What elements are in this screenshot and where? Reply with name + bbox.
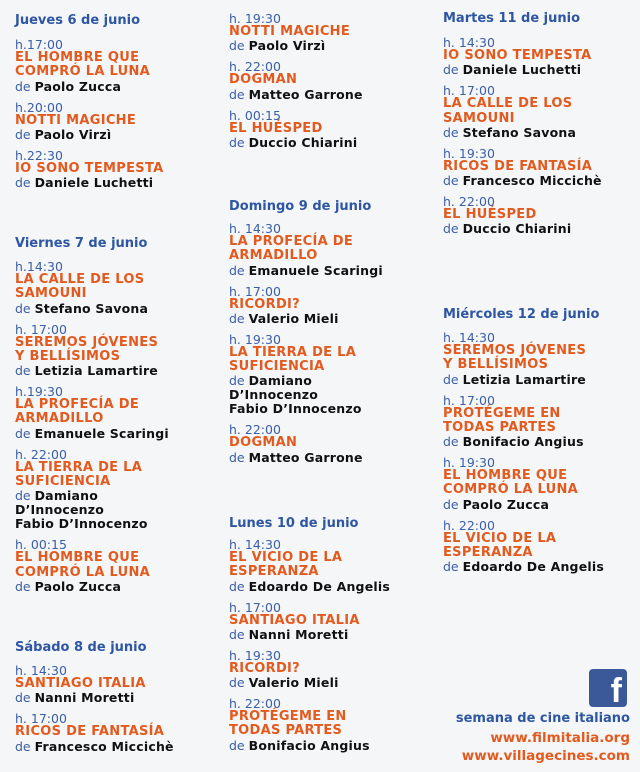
de-label: de <box>443 62 459 78</box>
screening <box>229 333 383 417</box>
screening-time: h. 14:30 <box>229 537 281 552</box>
director-line <box>15 489 169 531</box>
screening <box>443 36 602 77</box>
screening-time: h. 14:30 <box>443 330 495 345</box>
director-name: Damiano D’Innocenzo Fabio D’Innocenzo <box>229 373 362 417</box>
director-name: Letizia Lamartire <box>34 363 158 379</box>
director-line <box>229 451 383 465</box>
screening <box>443 456 604 512</box>
screening-time: h.22:30 <box>15 147 63 163</box>
screening <box>443 195 602 236</box>
film-title: LA TIERRA DE LA SUFICIENCIA <box>229 344 357 375</box>
de-label: de <box>15 578 31 594</box>
film-title: EL HOMBRE QUE COMPRÓ LA LUNA <box>15 50 151 80</box>
director-line <box>443 63 602 77</box>
director-line <box>15 80 163 94</box>
film-title: NOTTI MAGICHE <box>15 112 137 128</box>
day-monday <box>229 516 390 753</box>
director-name: Letizia Lamartire <box>462 371 586 387</box>
de-label: de <box>15 78 31 94</box>
director-name: Paolo Zucca <box>34 78 122 94</box>
facebook-icon[interactable]: f <box>589 669 627 707</box>
screening <box>15 712 174 753</box>
director-name: Valerio Mieli <box>248 310 339 326</box>
director-name: Stefano Savona <box>34 300 149 316</box>
screening <box>443 147 602 188</box>
screening <box>229 649 390 690</box>
de-label: de <box>15 300 31 316</box>
de-label: de <box>229 737 245 753</box>
day-title: Viernes 7 de junio <box>15 236 148 251</box>
screening <box>443 331 604 387</box>
screening-time: h.17:00 <box>15 37 63 52</box>
director-line <box>229 39 363 53</box>
screening <box>229 60 363 101</box>
director-line <box>229 264 383 278</box>
de-label: de <box>229 310 245 326</box>
director-name: Stefano Savona <box>462 124 577 140</box>
director-name: Paolo Virzì <box>34 126 112 142</box>
screening <box>15 149 163 190</box>
day-saturday <box>15 640 174 754</box>
de-label: de <box>229 449 245 465</box>
film-title: SANTIAGO ITALIA <box>15 676 146 691</box>
website-link-filmitalia[interactable]: www.filmitalia.org <box>490 730 630 746</box>
director-name: Daniele Luchetti <box>34 175 154 191</box>
film-title: EL HOMBRE QUE COMPRÓ LA LUNA <box>443 468 579 498</box>
film-title: SEREMOS JÓVENES Y BELLÍSIMOS <box>443 343 587 373</box>
day-title: Domingo 9 de junio <box>229 199 372 214</box>
day-title: Sábado 8 de junio <box>15 640 147 655</box>
screening-time: h. 14:30 <box>443 35 495 50</box>
de-label: de <box>443 559 459 575</box>
director-line <box>443 498 604 512</box>
director-line <box>15 580 169 594</box>
director-name: Valerio Mieli <box>248 675 339 691</box>
de-label: de <box>15 738 31 754</box>
screening <box>15 101 163 142</box>
screening-time: h. 14:30 <box>15 663 67 678</box>
screening <box>229 222 383 278</box>
director-line <box>229 88 363 102</box>
director-line <box>443 126 602 140</box>
film-title: SANTIAGO ITALIA <box>229 612 360 628</box>
day-title: Jueves 6 de junio <box>15 13 141 28</box>
director-line <box>443 435 604 449</box>
day-saturday-continued <box>229 12 363 150</box>
screening-time: h. 19:30 <box>229 331 281 347</box>
day-title: Lunes 10 de junio <box>229 516 359 531</box>
screening <box>229 538 390 594</box>
day-sunday <box>229 199 383 465</box>
screening-time: h. 17:00 <box>229 599 281 615</box>
director-line <box>229 312 383 326</box>
director-line <box>229 739 390 753</box>
de-label: de <box>15 690 31 706</box>
film-title: EL HOMBRE QUE COMPRÓ LA LUNA <box>15 550 151 580</box>
director-line <box>15 128 163 142</box>
director-line <box>15 302 169 316</box>
director-name: Damiano D’Innocenzo Fabio D’Innocenzo <box>15 488 148 532</box>
screening <box>443 394 604 450</box>
de-label: de <box>15 488 31 504</box>
screening-time: h. 22:00 <box>443 517 495 533</box>
screening <box>15 323 169 379</box>
screening <box>15 260 169 316</box>
director-line <box>443 373 604 387</box>
film-title: SEREMOS JÓVENES Y BELLÍSIMOS <box>15 334 159 364</box>
screening-time: h. 17:00 <box>15 711 67 727</box>
screening <box>15 385 169 441</box>
director-line <box>15 427 169 441</box>
screening <box>229 601 390 642</box>
screening <box>443 84 602 140</box>
screening-time: h. 17:00 <box>15 321 67 337</box>
film-title: IO SONO TEMPESTA <box>15 160 164 176</box>
day-title: Miércoles 12 de junio <box>443 307 600 322</box>
director-line <box>443 560 604 574</box>
director-name: Paolo Zucca <box>34 578 122 594</box>
director-line <box>443 174 602 188</box>
film-title: LA CALLE DE LOS SAMOUNI <box>443 96 573 126</box>
film-title: PROTÉGEME EN TODAS PARTES <box>443 405 561 435</box>
screening-time: h. 19:30 <box>229 11 281 26</box>
screening-time: h. 19:30 <box>229 647 281 663</box>
director-line <box>229 580 390 594</box>
day-title: Martes 11 de junio <box>443 11 581 26</box>
de-label: de <box>443 496 459 512</box>
screening <box>15 664 174 705</box>
director-name: Edoardo De Angelis <box>462 559 604 575</box>
film-title: LA CALLE DE LOS SAMOUNI <box>15 272 145 302</box>
director-name: Francesco Miccichè <box>462 173 602 189</box>
screening <box>229 285 383 326</box>
de-label: de <box>15 425 31 441</box>
de-label: de <box>15 363 31 379</box>
de-label: de <box>443 124 459 140</box>
film-title: IO SONO TEMPESTA <box>443 48 592 63</box>
director-name: Paolo Zucca <box>462 496 550 512</box>
director-name: Duccio Chiarini <box>248 134 358 150</box>
screening-time: h. 19:30 <box>443 455 495 471</box>
screening-time: h.14:30 <box>15 259 63 274</box>
screening-time: h. 22:00 <box>229 59 281 75</box>
director-name: Matteo Garrone <box>248 86 363 102</box>
film-title: RICORDI? <box>229 296 301 312</box>
director-name: Bonifacio Angius <box>462 434 584 450</box>
de-label: de <box>443 173 459 189</box>
screening-time: h. 19:30 <box>443 145 495 161</box>
screening-time: h.19:30 <box>15 384 63 400</box>
director-name: Nanni Moretti <box>34 690 135 706</box>
director-name: Francesco Miccichè <box>34 738 174 754</box>
film-title: LA PROFECÍA DE ARMADILLO <box>229 234 354 264</box>
screening <box>15 538 169 594</box>
de-label: de <box>229 373 245 389</box>
de-label: de <box>229 262 245 278</box>
director-name: Edoardo De Angelis <box>248 578 390 594</box>
screening-time: h. 22:00 <box>229 696 281 712</box>
screening <box>229 109 363 150</box>
film-title: LA PROFECÍA DE ARMADILLO <box>15 397 140 427</box>
director-name: Matteo Garrone <box>248 449 363 465</box>
film-title: DOGMAN <box>229 435 298 451</box>
screening-time: h. 22:00 <box>229 422 281 438</box>
director-name: Bonifacio Angius <box>248 737 370 753</box>
director-line <box>443 222 602 236</box>
director-line <box>15 691 174 705</box>
day-thursday <box>15 13 163 190</box>
director-name: Daniele Luchetti <box>462 62 582 78</box>
film-title: RICOS DE FANTASÍA <box>15 724 165 740</box>
de-label: de <box>443 371 459 387</box>
film-title: DOGMAN <box>229 72 298 88</box>
director-line <box>15 364 169 378</box>
director-line <box>229 676 390 690</box>
screening-time: h. 17:00 <box>443 83 495 99</box>
director-name: Emanuele Scaringi <box>34 425 169 441</box>
screening-time: h. 17:00 <box>229 283 281 299</box>
de-label: de <box>229 134 245 150</box>
de-label: de <box>229 578 245 594</box>
screening-time: h. 22:00 <box>15 446 67 462</box>
director-name: Emanuele Scaringi <box>248 262 383 278</box>
director-line <box>15 176 163 190</box>
film-title: EL VICIO DE LA ESPERANZA <box>443 530 557 561</box>
screening <box>15 38 163 94</box>
de-label: de <box>443 221 459 237</box>
director-line <box>229 136 363 150</box>
day-friday <box>15 236 169 594</box>
screening-time: h. 17:00 <box>443 392 495 408</box>
de-label: de <box>15 175 31 191</box>
screening-time: h.20:00 <box>15 99 63 115</box>
day-tuesday <box>443 11 602 236</box>
director-name: Nanni Moretti <box>248 626 349 642</box>
director-name: Duccio Chiarini <box>462 221 572 237</box>
screening-time: h. 22:00 <box>443 194 495 210</box>
website-link-villagecines[interactable]: www.villagecines.com <box>461 748 630 764</box>
de-label: de <box>15 126 31 142</box>
film-title: LA TIERRA DE LA SUFICIENCIA <box>15 459 143 490</box>
screening-time: h. 00:15 <box>15 537 67 553</box>
screening-time: h. 14:30 <box>229 221 281 236</box>
film-title: NOTTI MAGICHE <box>229 24 351 39</box>
de-label: de <box>229 626 245 642</box>
film-title: EL VICIO DE LA ESPERANZA <box>229 550 343 580</box>
screening <box>229 12 363 53</box>
day-wednesday <box>443 307 604 574</box>
de-label: de <box>229 38 245 54</box>
director-line <box>15 740 174 754</box>
film-title: RICOS DE FANTASÍA <box>443 158 593 174</box>
tagline: semana de cine italiano <box>455 711 630 726</box>
director-line <box>229 628 390 642</box>
screening <box>229 423 383 464</box>
screening <box>443 519 604 575</box>
screening <box>15 448 169 532</box>
de-label: de <box>229 86 245 102</box>
film-title: PROTÉGEME EN TODAS PARTES <box>229 709 347 739</box>
screening <box>229 697 390 753</box>
de-label: de <box>229 675 245 691</box>
de-label: de <box>443 434 459 450</box>
director-name: Paolo Virzì <box>248 38 326 54</box>
film-title: EL HUÉSPED <box>443 207 537 223</box>
director-line <box>229 374 383 416</box>
screening-time: h. 00:15 <box>229 107 281 123</box>
film-title: EL HUÉSPED <box>229 120 323 136</box>
film-title: RICORDI? <box>229 660 301 676</box>
